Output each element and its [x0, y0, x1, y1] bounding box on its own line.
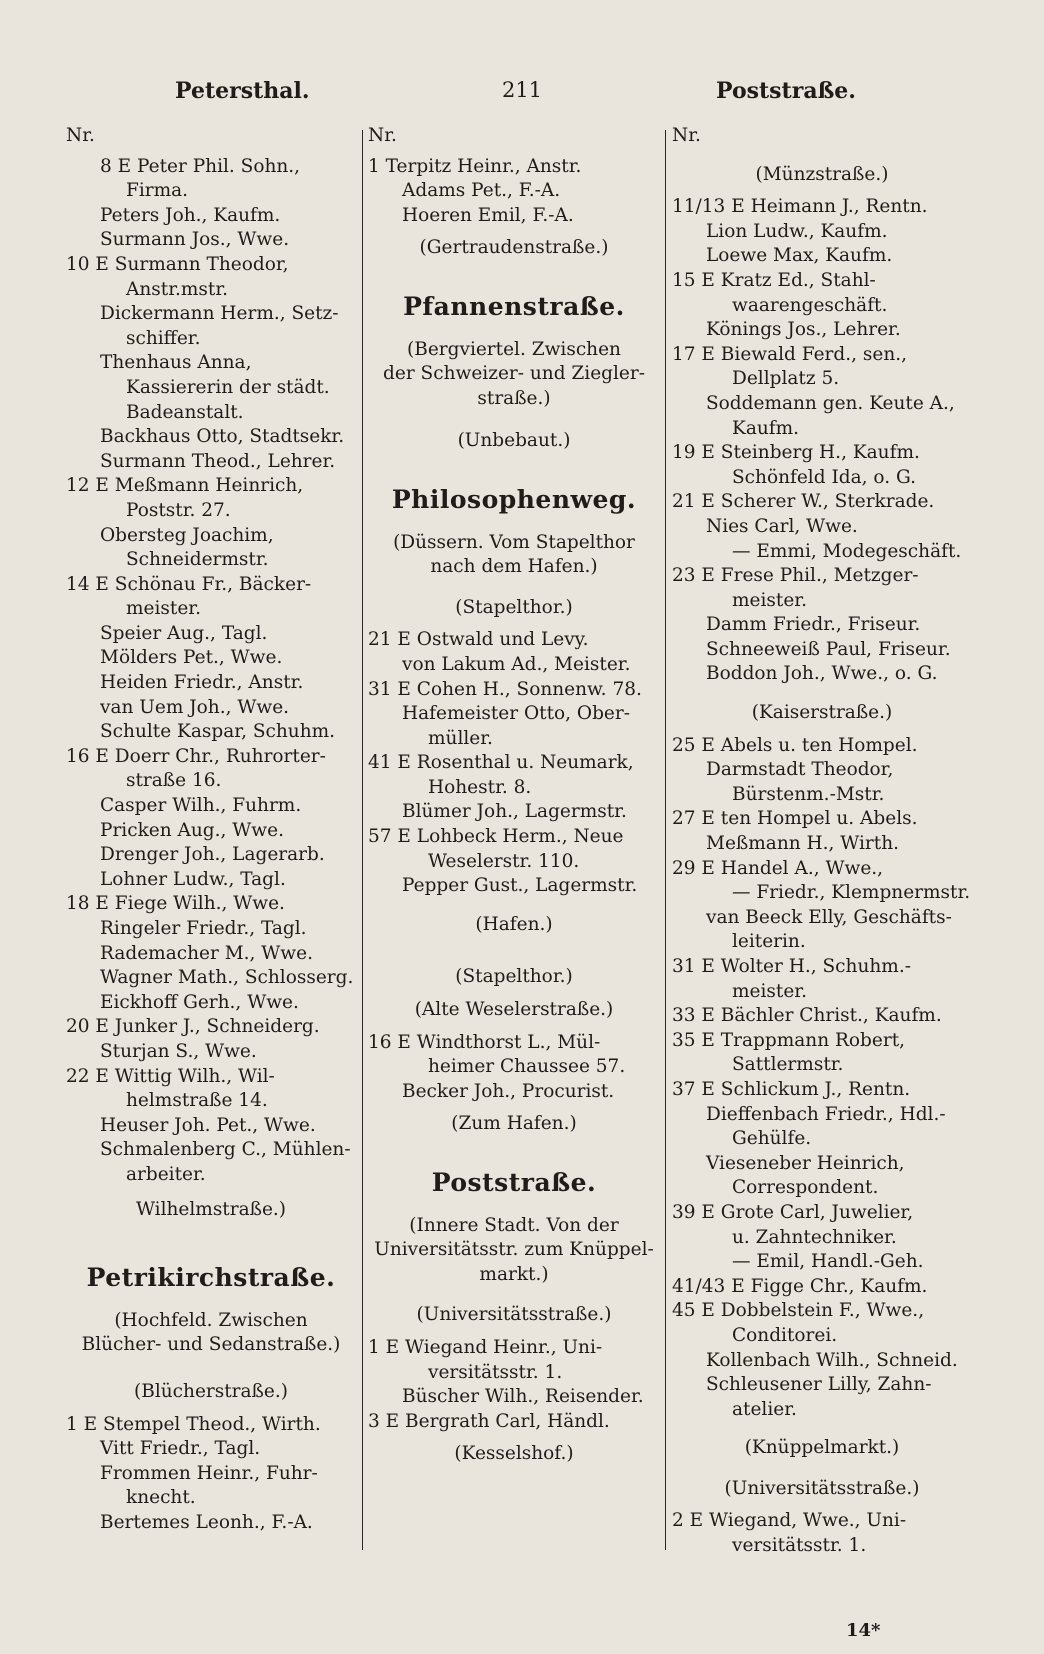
street-description: Universitätsstr. zum Knüppel-: [374, 1239, 654, 1261]
list-item: 16 E Windthorst L., Mül-: [368, 1031, 601, 1053]
column-divider: [362, 130, 363, 1550]
list-item: Bertemes Leonh., F.-A.: [100, 1511, 313, 1533]
list-item: Sturjan S., Wwe.: [100, 1040, 257, 1062]
street-description: Blücher- und Sedanstraße.): [81, 1334, 341, 1356]
list-item: heimer Chaussee 57.: [428, 1056, 626, 1078]
list-item: 17 E Biewald Ferd., sen.,: [672, 343, 907, 365]
list-item: Sattlermstr.: [732, 1054, 844, 1076]
list-item: — Emmi, Modegeschäft.: [732, 540, 962, 562]
list-item: Kassiererin der städt.: [126, 376, 330, 398]
list-item: schiffer.: [126, 327, 201, 349]
list-item: Ringeler Friedr., Tagl.: [100, 918, 307, 939]
list-item: Dickermann Herm., Setz-: [100, 303, 339, 325]
list-item: 35 E Trappmann Robert,: [672, 1029, 906, 1051]
list-item: waarengeschäft.: [732, 294, 888, 316]
street-description: (Hochfeld. Zwischen: [114, 1309, 308, 1331]
list-item: 37 E Schlickum J., Rentn.: [672, 1078, 911, 1100]
list-item: Thenhaus Anna,: [100, 352, 252, 374]
list-item: 8 E Peter Phil. Sohn.,: [100, 155, 301, 177]
list-item: 10 E Surmann Theodor,: [66, 253, 289, 275]
list-item: Schneeweiß Paul, Friseur.: [706, 638, 951, 660]
cross-street-note: (Universitätsstraße.): [416, 1304, 612, 1326]
list-item: Gehülfe.: [732, 1128, 812, 1150]
list-item: 31 E Wolter H., Schuhm.-: [672, 956, 911, 977]
list-item: Peters Joh., Kaufm.: [100, 204, 281, 226]
list-item: Surmann Theod., Lehrer.: [100, 450, 336, 472]
column-divider: [665, 130, 666, 1550]
list-item: leiterin.: [732, 931, 806, 953]
list-item: 12 E Meßmann Heinrich,: [66, 475, 304, 497]
list-item: 39 E Grote Carl, Juwelier,: [672, 1201, 914, 1223]
list-item: Schleusener Lilly, Zahn-: [706, 1374, 932, 1396]
list-item: Darmstadt Theodor,: [706, 759, 894, 781]
cross-street-note: (Alte Weselerstraße.): [414, 999, 614, 1021]
street-description: nach dem Hafen.): [430, 556, 598, 578]
street-description: der Schweizer- und Ziegler-: [383, 363, 645, 385]
list-item: 41 E Rosenthal u. Neumark,: [368, 752, 634, 774]
street-description: straße.): [477, 387, 551, 409]
cross-street-note: (Unbebaut.): [457, 430, 571, 452]
cross-street-note: (Stapelthor.): [455, 966, 573, 988]
column-2: [368, 124, 660, 1475]
header-left-street: Petersthal.: [175, 78, 310, 104]
list-item: 31 E Cohen H., Sonnenw. 78.: [368, 678, 642, 700]
column-3: [672, 124, 972, 1559]
street-description: (Innere Stadt. Von der: [409, 1214, 619, 1236]
list-item: — Emil, Handl.-Geh.: [732, 1251, 924, 1273]
list-item: 29 E Handel A., Wwe.,: [672, 857, 884, 879]
list-item: 21 E Scherer W., Sterkrade.: [672, 491, 935, 513]
cross-street-note: Wilhelmstraße.): [135, 1198, 287, 1220]
list-item: Vitt Friedr., Tagl.: [100, 1438, 261, 1460]
list-item: Surmann Jos., Wwe.: [100, 229, 290, 251]
list-item: meister.: [732, 589, 807, 611]
list-item: Eickhoff Gerh., Wwe.: [100, 991, 299, 1013]
list-item: Nies Carl, Wwe.: [706, 515, 858, 537]
street-description: markt.): [479, 1263, 549, 1285]
list-item: 21 E Ostwald und Levy.: [368, 629, 589, 651]
list-item: Soddemann gen. Keute A.,: [706, 392, 955, 414]
list-item: Blümer Joh., Lagermstr.: [402, 801, 627, 823]
list-item: 25 E Abels u. ten Hompel.: [672, 734, 918, 756]
list-item: Heuser Joh. Pet., Wwe.: [100, 1114, 316, 1136]
list-item: knecht.: [126, 1487, 196, 1509]
cross-street-note: (Zum Hafen.): [451, 1113, 577, 1135]
list-item: Speier Aug., Tagl.: [100, 622, 268, 644]
list-item: 15 E Kratz Ed., Stahl-: [672, 269, 876, 291]
list-item: 1 Terpitz Heinr., Anstr.: [368, 155, 582, 177]
list-item: Schmalenberg C., Mühlen-: [100, 1139, 351, 1161]
list-item: van Beeck Elly, Geschäfts-: [706, 906, 952, 928]
list-item: Conditorei.: [732, 1324, 838, 1346]
list-item: meister.: [732, 980, 807, 1002]
list-item: Bürstenm.-Mstr.: [732, 783, 885, 805]
list-item: Kollenbach Wilh., Schneid.: [706, 1349, 958, 1371]
list-item: 20 E Junker J., Schneiderg.: [66, 1016, 320, 1038]
list-item: Hohestr. 8.: [428, 776, 532, 798]
list-item: Boddon Joh., Wwe., o. G.: [706, 663, 938, 685]
cross-street-note: (Gertraudenstraße.): [419, 237, 609, 259]
list-item: 23 E Frese Phil., Metzger-: [672, 565, 919, 587]
list-item: Hoeren Emil, F.-A.: [402, 204, 574, 226]
street-heading: Poststraße.: [431, 1168, 597, 1197]
nr-heading: Nr.: [66, 125, 95, 146]
page-header: [0, 78, 1044, 118]
cross-street-note: (Münzstraße.): [755, 163, 889, 185]
list-item: versitätsstr. 1.: [732, 1535, 867, 1557]
list-item: Vieseneber Heinrich,: [706, 1152, 905, 1174]
cross-street-note: (Stapelthor.): [455, 596, 573, 618]
list-item: meister.: [126, 598, 201, 620]
list-item: straße 16.: [126, 770, 222, 792]
list-item: Casper Wilh., Fuhrm.: [100, 795, 302, 817]
list-item: arbeiter.: [126, 1163, 206, 1185]
list-item: u. Zahntechniker.: [732, 1226, 897, 1248]
header-right-street: Poststraße.: [716, 78, 856, 104]
list-item: Schönfeld Ida, o. G.: [732, 466, 916, 488]
list-item: Hafemeister Otto, Ober-: [402, 703, 630, 725]
list-item: Rademacher M., Wwe.: [100, 942, 313, 964]
list-item: versitätsstr. 1.: [428, 1361, 563, 1383]
list-item: 57 E Lohbeck Herm., Neue: [368, 826, 624, 848]
street-heading: Pfannenstraße.: [403, 291, 625, 321]
list-item: Pepper Gust., Lagermstr.: [402, 875, 638, 897]
list-item: Loewe Max, Kaufm.: [706, 245, 893, 267]
list-item: Lion Ludw., Kaufm.: [706, 220, 888, 242]
list-item: Firma.: [126, 180, 189, 202]
street-description: (Düssern. Vom Stapelthor: [393, 531, 635, 553]
list-item: Lohner Ludw., Tagl.: [100, 868, 286, 890]
street-heading: Petrikirchstraße.: [86, 1263, 336, 1293]
list-item: Backhaus Otto, Stadtsekr.: [100, 426, 345, 448]
list-item: 41/43 E Figge Chr., Kaufm.: [672, 1275, 928, 1297]
list-item: Frommen Heinr., Fuhr-: [100, 1462, 318, 1484]
list-item: 1 E Wiegand Heinr., Uni-: [368, 1336, 603, 1358]
list-item: 14 E Schönau Fr., Bäcker-: [66, 573, 312, 595]
list-item: — Friedr., Klempnermstr.: [732, 882, 971, 904]
list-item: Dellplatz 5.: [732, 368, 840, 390]
cross-street-note: (Universitätsstraße.): [724, 1477, 920, 1499]
signature-mark: 14*: [846, 1620, 881, 1641]
list-item: 19 E Steinberg H., Kaufm.: [672, 442, 920, 464]
list-item: 27 E ten Hompel u. Abels.: [672, 808, 918, 830]
list-item: Badeanstalt.: [126, 401, 244, 423]
page-number: 211: [501, 78, 543, 102]
list-item: Könings Jos., Lehrer.: [706, 319, 901, 341]
list-item: 2 E Wiegand, Wwe., Uni-: [672, 1510, 907, 1532]
list-item: Correspondent.: [732, 1177, 879, 1199]
list-item: 33 E Bächler Christ., Kaufm.: [672, 1005, 942, 1027]
list-item: Poststr. 27.: [126, 499, 231, 521]
list-item: 3 E Bergrath Carl, Händl.: [368, 1410, 610, 1432]
list-item: Mölders Pet., Wwe.: [100, 647, 283, 669]
list-item: Weselerstr. 110.: [428, 850, 580, 872]
cross-street-note: (Knüppelmarkt.): [744, 1437, 900, 1459]
list-item: van Uem Joh., Wwe.: [100, 696, 290, 718]
list-item: Pricken Aug., Wwe.: [100, 819, 284, 841]
street-description: (Bergviertel. Zwischen: [407, 338, 621, 360]
list-item: 16 E Doerr Chr., Ruhrorter-: [66, 745, 326, 767]
list-item: Schneidermstr.: [126, 549, 269, 571]
column-1: [66, 124, 356, 1535]
street-heading: Philosophenweg.: [391, 484, 637, 514]
list-item: von Lakum Ad., Meister.: [402, 653, 631, 675]
list-item: 45 E Dobbelstein F., Wwe.,: [672, 1300, 925, 1322]
cross-street-note: (Kaiserstraße.): [751, 702, 893, 724]
list-item: Becker Joh., Procurist.: [402, 1080, 615, 1102]
nr-heading: Nr.: [672, 125, 701, 146]
list-item: 11/13 E Heimann J., Rentn.: [672, 196, 928, 218]
list-item: Kaufm.: [732, 417, 800, 439]
list-item: Büscher Wilh., Reisender.: [402, 1386, 644, 1408]
list-item: Obersteg Joachim,: [100, 524, 274, 546]
list-item: Damm Friedr., Friseur.: [706, 614, 921, 636]
list-item: Schulte Kaspar, Schuhm.: [100, 721, 336, 743]
list-item: müller.: [428, 727, 493, 749]
list-item: 22 E Wittig Wilh., Wil-: [66, 1065, 275, 1087]
list-item: Meßmann H., Wirth.: [706, 833, 899, 855]
cross-street-note: (Blücherstraße.): [134, 1380, 288, 1402]
nr-heading: Nr.: [368, 125, 397, 146]
list-item: helmstraße 14.: [126, 1090, 268, 1112]
list-item: 18 E Fiege Wilh., Wwe.: [66, 893, 285, 915]
cross-street-note: (Hafen.): [475, 913, 553, 935]
cross-street-note: (Kesselshof.): [454, 1443, 574, 1465]
list-item: Wagner Math., Schlosserg.: [100, 967, 354, 989]
list-item: Drenger Joh., Lagerarb.: [100, 844, 325, 866]
list-item: atelier.: [732, 1398, 797, 1420]
list-item: 1 E Stempel Theod., Wirth.: [66, 1413, 321, 1435]
list-item: Dieffenbach Friedr., Hdl.-: [706, 1103, 946, 1125]
list-item: Anstr.mstr.: [126, 278, 229, 300]
list-item: Adams Pet., F.-A.: [402, 180, 561, 202]
list-item: Heiden Friedr., Anstr.: [100, 672, 304, 694]
